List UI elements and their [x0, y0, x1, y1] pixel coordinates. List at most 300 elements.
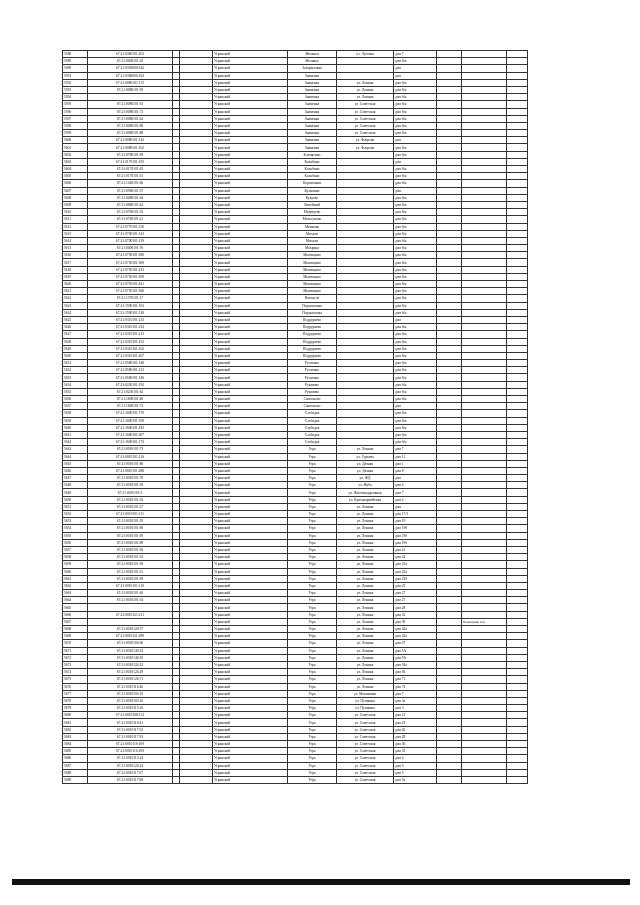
- row-number-cell: 5635: [63, 388, 88, 395]
- row-number-cell: 5638: [63, 410, 88, 417]
- house-cell: дом 11: [394, 453, 437, 460]
- street-cell: ул. Советская: [337, 741, 394, 748]
- empty-cell: [173, 769, 180, 776]
- empty-cell: [173, 115, 180, 122]
- house-cell: дом б/н: [394, 295, 437, 302]
- empty-cell: [173, 453, 180, 460]
- locality-cell: Угра: [288, 712, 337, 719]
- district-cell: Угранский: [213, 640, 288, 647]
- empty-cell: [507, 316, 528, 323]
- house-cell: дом б/н: [394, 367, 437, 374]
- note-cell: [462, 72, 507, 79]
- empty-cell: [437, 180, 462, 187]
- district-cell: Угранский: [213, 396, 288, 403]
- house-cell: дом б/н: [394, 151, 437, 158]
- row-number-cell: 5611: [63, 216, 88, 223]
- table-row: [63, 230, 528, 237]
- note-cell: [462, 597, 507, 604]
- empty-cell: [507, 482, 528, 489]
- locality-cell: Угра: [288, 590, 337, 597]
- district-cell: Угранский: [213, 144, 288, 151]
- cadastral-number-cell: 67:21:0350000:342: [88, 65, 173, 72]
- cadastral-number-cell: 67:21:0010117:98: [88, 776, 173, 783]
- locality-cell: Линейный: [288, 201, 337, 208]
- empty-cell: [437, 209, 462, 216]
- empty-cell: [180, 741, 213, 748]
- empty-cell: [507, 130, 528, 137]
- empty-cell: [437, 482, 462, 489]
- empty-cell: [180, 338, 213, 345]
- empty-cell: [437, 661, 462, 668]
- empty-cell: [437, 582, 462, 589]
- street-cell: [337, 151, 394, 158]
- table-row: [63, 151, 528, 158]
- house-cell: дом 33: [394, 748, 437, 755]
- row-number-cell: 5614: [63, 237, 88, 244]
- note-cell: [462, 683, 507, 690]
- house-cell: дом: [394, 187, 437, 194]
- empty-cell: [437, 345, 462, 352]
- empty-cell: [507, 58, 528, 65]
- street-cell: [337, 439, 394, 446]
- street-cell: ул. Ленина: [337, 633, 394, 640]
- note-cell: [462, 511, 507, 518]
- empty-cell: [173, 79, 180, 86]
- empty-cell: [437, 86, 462, 93]
- empty-cell: [507, 345, 528, 352]
- empty-cell: [173, 316, 180, 323]
- row-number-cell: 5596: [63, 108, 88, 115]
- empty-cell: [437, 554, 462, 561]
- row-number-cell: 5660: [63, 568, 88, 575]
- empty-cell: [180, 460, 213, 467]
- empty-cell: [437, 446, 462, 453]
- empty-cell: [507, 647, 528, 654]
- table-row: [63, 561, 528, 568]
- cadastral-number-cell: [88, 94, 173, 101]
- locality-cell: Знаменка: [288, 130, 337, 137]
- empty-cell: [507, 309, 528, 316]
- empty-cell: [173, 496, 180, 503]
- empty-cell: [180, 166, 213, 173]
- street-cell: [337, 180, 394, 187]
- locality-cell: Угра: [288, 532, 337, 539]
- table-row: [63, 690, 528, 697]
- locality-cell: Угра: [288, 755, 337, 762]
- empty-cell: [173, 424, 180, 431]
- cadastral-number-cell: 67:21:0010124:29: [88, 669, 173, 676]
- district-cell: Угранский: [213, 669, 288, 676]
- row-number-cell: 5689: [63, 776, 88, 783]
- house-cell: дом: [394, 316, 437, 323]
- table-row: [63, 410, 528, 417]
- note-cell: [462, 230, 507, 237]
- empty-cell: [437, 58, 462, 65]
- house-cell: дом 56: [394, 669, 437, 676]
- empty-cell: [507, 388, 528, 395]
- note-cell: [462, 65, 507, 72]
- house-cell: дом б/н: [394, 252, 437, 259]
- empty-cell: [173, 158, 180, 165]
- house-cell: дом б/н: [394, 86, 437, 93]
- note-cell: [462, 209, 507, 216]
- empty-cell: [180, 654, 213, 661]
- empty-cell: [507, 611, 528, 618]
- street-cell: ул. Советская: [337, 762, 394, 769]
- locality-cell: Угра: [288, 575, 337, 582]
- house-cell: дом б/н: [394, 115, 437, 122]
- empty-cell: [507, 137, 528, 144]
- cadastral-number-cell: 67:21:0580101:146: [88, 374, 173, 381]
- empty-cell: [437, 755, 462, 762]
- house-cell: дом 54а: [394, 661, 437, 668]
- note-cell: [462, 252, 507, 259]
- locality-cell: Угра: [288, 726, 337, 733]
- empty-cell: [180, 597, 213, 604]
- empty-cell: [180, 58, 213, 65]
- district-cell: Угранский: [213, 324, 288, 331]
- note-cell: [462, 216, 507, 223]
- locality-cell: Корчагинки: [288, 180, 337, 187]
- empty-cell: [173, 776, 180, 783]
- empty-cell: [507, 690, 528, 697]
- cadastral-number-cell: 67:21:1600101:190: [88, 417, 173, 424]
- empty-cell: [180, 352, 213, 359]
- note-cell: [462, 590, 507, 597]
- house-cell: дом б/н: [394, 122, 437, 129]
- empty-cell: [173, 101, 180, 108]
- locality-cell: Угра: [288, 748, 337, 755]
- district-cell: Угранский: [213, 230, 288, 237]
- row-number-cell: 5677: [63, 690, 88, 697]
- note-cell: [462, 532, 507, 539]
- street-cell: [337, 309, 394, 316]
- empty-cell: [507, 554, 528, 561]
- district-cell: Угранский: [213, 647, 288, 654]
- row-number-cell: 5588: [63, 51, 88, 58]
- note-cell: [462, 201, 507, 208]
- empty-cell: [180, 453, 213, 460]
- empty-cell: [180, 446, 213, 453]
- house-cell: дом 7: [394, 489, 437, 496]
- locality-cell: Михали: [288, 237, 337, 244]
- table-row: [63, 338, 528, 345]
- empty-cell: [180, 417, 213, 424]
- note-cell: [462, 166, 507, 173]
- empty-cell: [180, 661, 213, 668]
- empty-cell: [437, 511, 462, 518]
- note-cell: [462, 309, 507, 316]
- cadastral-number-cell: 67:21:0010101:18: [88, 482, 173, 489]
- street-cell: ул. Пушкина: [337, 697, 394, 704]
- street-cell: ул. Дачная: [337, 460, 394, 467]
- locality-cell: Мытищино: [288, 281, 337, 288]
- table-row: [63, 532, 528, 539]
- empty-cell: [437, 51, 462, 58]
- house-cell: дом 32: [394, 611, 437, 618]
- table-row: [63, 252, 528, 259]
- locality-cell: Угра: [288, 568, 337, 575]
- locality-cell: Мельгуново: [288, 216, 337, 223]
- empty-cell: [437, 439, 462, 446]
- row-number-cell: 5687: [63, 762, 88, 769]
- table-row: [63, 223, 528, 230]
- street-cell: [337, 230, 394, 237]
- empty-cell: [507, 741, 528, 748]
- row-number-cell: 5604: [63, 166, 88, 173]
- row-number-cell: 5623: [63, 302, 88, 309]
- row-number-cell: 5632: [63, 367, 88, 374]
- house-cell: дом: [394, 158, 437, 165]
- row-number-cell: 5636: [63, 396, 88, 403]
- locality-cell: Знаменка: [288, 144, 337, 151]
- cadastral-number-cell: 67:21:0740101:21: [88, 216, 173, 223]
- empty-cell: [180, 403, 213, 410]
- empty-cell: [173, 331, 180, 338]
- empty-cell: [173, 309, 180, 316]
- empty-cell: [180, 762, 213, 769]
- street-cell: ул. Жуба: [337, 482, 394, 489]
- note-cell: [462, 446, 507, 453]
- row-number-cell: 5605: [63, 173, 88, 180]
- empty-cell: [173, 237, 180, 244]
- empty-cell: [507, 604, 528, 611]
- locality-cell: Угра: [288, 460, 337, 467]
- cadastral-number-cell: 67:21:0080101:73: [88, 108, 173, 115]
- cadastral-number-cell: 67:21:0010101:116: [88, 453, 173, 460]
- locality-cell: Мокрица: [288, 245, 337, 252]
- note-cell: [462, 640, 507, 647]
- house-cell: дом 28: [394, 604, 437, 611]
- empty-cell: [507, 266, 528, 273]
- empty-cell: [173, 410, 180, 417]
- cadastral-number-cell: 67:21:0750101:233: [88, 266, 173, 273]
- street-cell: [337, 431, 394, 438]
- row-number-cell: 5612: [63, 223, 88, 230]
- street-cell: ул. Советская: [337, 115, 394, 122]
- locality-cell: Угра: [288, 597, 337, 604]
- note-cell: [462, 130, 507, 137]
- empty-cell: [507, 568, 528, 575]
- empty-cell: [173, 446, 180, 453]
- street-cell: ул. Флорова: [337, 144, 394, 151]
- street-cell: ул. Советская: [337, 719, 394, 726]
- empty-cell: [507, 726, 528, 733]
- empty-cell: [437, 65, 462, 72]
- table-row: [63, 166, 528, 173]
- empty-cell: [180, 374, 213, 381]
- locality-cell: Рукавово: [288, 381, 337, 388]
- empty-cell: [507, 417, 528, 424]
- empty-cell: [437, 273, 462, 280]
- empty-cell: [173, 590, 180, 597]
- cadastral-number-cell: 67:21:0010115:16: [88, 705, 173, 712]
- locality-cell: Угра: [288, 719, 337, 726]
- house-cell: дом 27: [394, 597, 437, 604]
- empty-cell: [180, 316, 213, 323]
- table-row: [63, 137, 528, 144]
- locality-cell: Угра: [288, 467, 337, 474]
- empty-cell: [507, 776, 528, 783]
- cadastral-number-cell: 67:21:0010118:41: [88, 719, 173, 726]
- district-cell: Угранский: [213, 309, 288, 316]
- district-cell: Угранский: [213, 439, 288, 446]
- empty-cell: [180, 122, 213, 129]
- street-cell: [337, 237, 394, 244]
- district-cell: Угранский: [213, 137, 288, 144]
- empty-cell: [173, 575, 180, 582]
- empty-cell: [507, 237, 528, 244]
- empty-cell: [173, 482, 180, 489]
- table-row: [63, 554, 528, 561]
- table-row: [63, 712, 528, 719]
- row-number-cell: 5628: [63, 338, 88, 345]
- row-number-cell: 5639: [63, 417, 88, 424]
- locality-cell: Подруднево: [288, 324, 337, 331]
- table-row: [63, 748, 528, 755]
- table-row: [63, 546, 528, 553]
- house-cell: дом 7: [394, 446, 437, 453]
- locality-cell: Знаменка: [288, 108, 337, 115]
- street-cell: [337, 209, 394, 216]
- house-cell: дом 30: [394, 741, 437, 748]
- note-cell: [462, 554, 507, 561]
- empty-cell: [507, 158, 528, 165]
- empty-cell: [173, 194, 180, 201]
- district-cell: Угранский: [213, 158, 288, 165]
- street-cell: ул. Ленина: [337, 611, 394, 618]
- empty-cell: [180, 532, 213, 539]
- note-cell: [462, 115, 507, 122]
- empty-cell: [507, 719, 528, 726]
- row-number-cell: 5659: [63, 561, 88, 568]
- empty-cell: [437, 417, 462, 424]
- table-row: [63, 769, 528, 776]
- street-cell: ул. Луговая: [337, 51, 394, 58]
- note-cell: [462, 151, 507, 158]
- empty-cell: [173, 108, 180, 115]
- cadastral-number-cell: 67:21:0380000:102: [88, 72, 173, 79]
- house-cell: дом 3а: [394, 697, 437, 704]
- empty-cell: [173, 151, 180, 158]
- empty-cell: [173, 733, 180, 740]
- empty-cell: [437, 101, 462, 108]
- cadastral-number-cell: [88, 618, 173, 625]
- empty-cell: [173, 86, 180, 93]
- locality-cell: Угра: [288, 697, 337, 704]
- empty-cell: [173, 230, 180, 237]
- empty-cell: [437, 194, 462, 201]
- street-cell: ул. Советская: [337, 755, 394, 762]
- empty-cell: [437, 216, 462, 223]
- note-cell: [462, 475, 507, 482]
- street-cell: ул. Советская: [337, 130, 394, 137]
- street-cell: [337, 223, 394, 230]
- empty-cell: [180, 273, 213, 280]
- empty-cell: [437, 338, 462, 345]
- house-cell: дом 27: [394, 590, 437, 597]
- street-cell: ул. Ленина: [337, 525, 394, 532]
- row-number-cell: 5646: [63, 467, 88, 474]
- district-cell: Угранский: [213, 122, 288, 129]
- district-cell: Угранский: [213, 360, 288, 367]
- locality-cell: Желанье: [288, 58, 337, 65]
- house-cell: дом б/н: [394, 431, 437, 438]
- empty-cell: [437, 166, 462, 173]
- empty-cell: [173, 561, 180, 568]
- street-cell: [337, 65, 394, 72]
- street-cell: [337, 295, 394, 302]
- note-cell: [462, 331, 507, 338]
- house-cell: дом 4: [394, 755, 437, 762]
- district-cell: Угранский: [213, 388, 288, 395]
- district-cell: Угранский: [213, 467, 288, 474]
- table-row: [63, 108, 528, 115]
- district-cell: Угранский: [213, 352, 288, 359]
- empty-cell: [180, 748, 213, 755]
- empty-cell: [437, 733, 462, 740]
- cadastral-number-cell: 67:21:0010117:67: [88, 769, 173, 776]
- empty-cell: [180, 51, 213, 58]
- house-cell: дом б/н: [394, 216, 437, 223]
- empty-cell: [180, 309, 213, 316]
- street-cell: [337, 266, 394, 273]
- row-number-cell: 5683: [63, 733, 88, 740]
- row-number-cell: 5653: [63, 518, 88, 525]
- row-number-cell: 5613: [63, 230, 88, 237]
- empty-cell: [507, 403, 528, 410]
- row-number-cell: 5634: [63, 381, 88, 388]
- row-number-cell: 5643: [63, 446, 88, 453]
- locality-cell: Знаменка: [288, 79, 337, 86]
- table-row: [63, 518, 528, 525]
- district-cell: Угранский: [213, 51, 288, 58]
- empty-cell: [437, 475, 462, 482]
- empty-cell: [507, 618, 528, 625]
- empty-cell: [180, 94, 213, 101]
- row-number-cell: 5650: [63, 496, 88, 503]
- locality-cell: Угра: [288, 546, 337, 553]
- street-cell: [337, 316, 394, 323]
- district-cell: Угранский: [213, 424, 288, 431]
- empty-cell: [173, 503, 180, 510]
- house-cell: дом 23б: [394, 575, 437, 582]
- table-row: [63, 51, 528, 58]
- row-number-cell: 5676: [63, 683, 88, 690]
- empty-cell: [180, 683, 213, 690]
- row-number-cell: 5654: [63, 525, 88, 532]
- empty-cell: [507, 539, 528, 546]
- house-cell: дом б/н: [394, 396, 437, 403]
- locality-cell: Угра: [288, 654, 337, 661]
- locality-cell: Медведево: [288, 209, 337, 216]
- street-cell: ул. Ленина: [337, 626, 394, 633]
- empty-cell: [180, 86, 213, 93]
- empty-cell: [180, 130, 213, 137]
- row-number-cell: 5630: [63, 352, 88, 359]
- house-cell: дом б/н: [394, 381, 437, 388]
- district-cell: Угранский: [213, 719, 288, 726]
- house-cell: дом б/н: [394, 180, 437, 187]
- row-number-cell: 5680: [63, 712, 88, 719]
- district-cell: Угранский: [213, 475, 288, 482]
- empty-cell: [507, 546, 528, 553]
- district-cell: Угранский: [213, 338, 288, 345]
- empty-cell: [173, 683, 180, 690]
- empty-cell: [173, 137, 180, 144]
- locality-cell: Знаменка: [288, 115, 337, 122]
- empty-cell: [173, 417, 180, 424]
